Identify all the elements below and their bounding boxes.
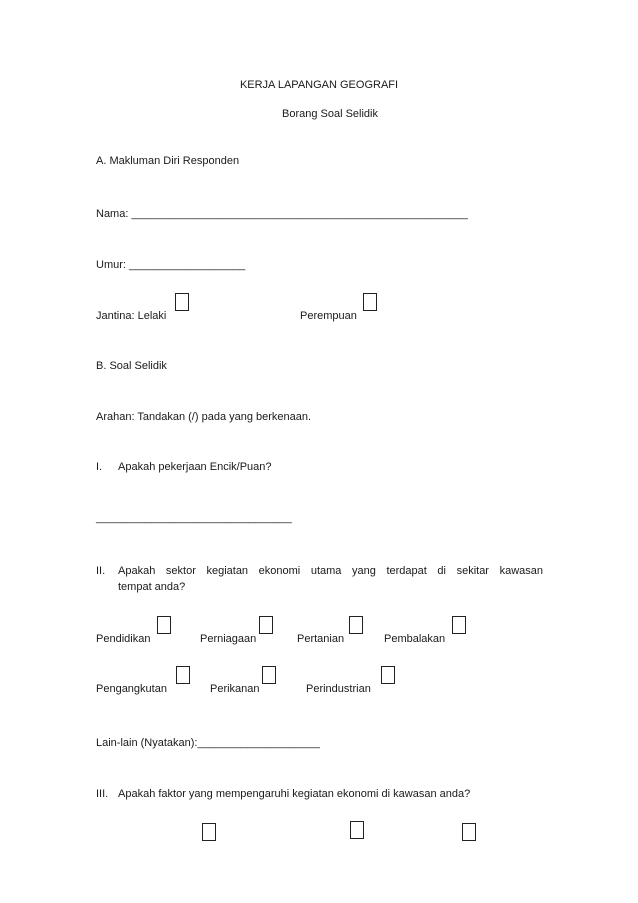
option-pembalakan-checkbox[interactable] xyxy=(452,616,466,634)
option-pengangkutan-checkbox[interactable] xyxy=(176,666,190,684)
form-title: KERJA LAPANGAN GEOGRAFI xyxy=(239,79,399,91)
jantina-lelaki-label: Jantina: Lelaki xyxy=(96,310,167,322)
option-pengangkutan-label: Pengangkutan xyxy=(96,683,167,695)
q3-checkbox-3[interactable] xyxy=(462,823,476,841)
section-b-heading: B. Soal Selidik xyxy=(96,360,167,372)
q3-checkbox-1[interactable] xyxy=(202,823,216,841)
option-perindustrian-label: Perindustrian xyxy=(306,683,371,695)
perempuan-label: Perempuan xyxy=(300,310,357,322)
option-pendidikan-checkbox[interactable] xyxy=(157,616,171,634)
nama-field[interactable]: Nama: _______________________________________________________ xyxy=(96,208,468,220)
q2-number: II. xyxy=(96,565,106,577)
option-perikanan-checkbox[interactable] xyxy=(262,666,276,684)
section-a-heading: A. Makluman Diri Responden xyxy=(96,155,240,167)
q2-text-line2: tempat anda? xyxy=(118,581,186,593)
perempuan-checkbox[interactable] xyxy=(363,293,377,311)
option-perikanan-label: Perikanan xyxy=(210,683,260,695)
option-perniagaan-checkbox[interactable] xyxy=(259,616,273,634)
other-field[interactable]: Lain-lain (Nyatakan):____________________ xyxy=(96,737,320,749)
option-perindustrian-checkbox[interactable] xyxy=(381,666,395,684)
q2-text-line1: Apakah sektor kegiatan ekonomi utama yang terdapat di sekitar kawasan xyxy=(118,565,543,577)
q3-checkbox-2[interactable] xyxy=(350,821,364,839)
q1-text: Apakah pekerjaan Encik/Puan? xyxy=(118,461,272,473)
q3-text: Apakah faktor yang mempengaruhi kegiatan ekonomi di kawasan anda? xyxy=(118,788,471,800)
option-perniagaan-label: Perniagaan xyxy=(200,633,257,645)
q1-answer-field[interactable]: ________________________________ xyxy=(96,512,292,524)
option-pendidikan-label: Pendidikan xyxy=(96,633,151,645)
umur-field[interactable]: Umur: ___________________ xyxy=(96,259,246,271)
option-pertanian-label: Pertanian xyxy=(297,633,345,645)
option-pembalakan-label: Pembalakan xyxy=(384,633,446,645)
option-pertanian-checkbox[interactable] xyxy=(349,616,363,634)
q1-number: I. xyxy=(96,461,103,473)
form-subtitle: Borang Soal Selidik xyxy=(281,108,378,120)
lelaki-checkbox[interactable] xyxy=(175,293,189,311)
q3-number: III. xyxy=(96,788,109,800)
instruction-text: Arahan: Tandakan (/) pada yang berkenaan. xyxy=(96,411,312,423)
